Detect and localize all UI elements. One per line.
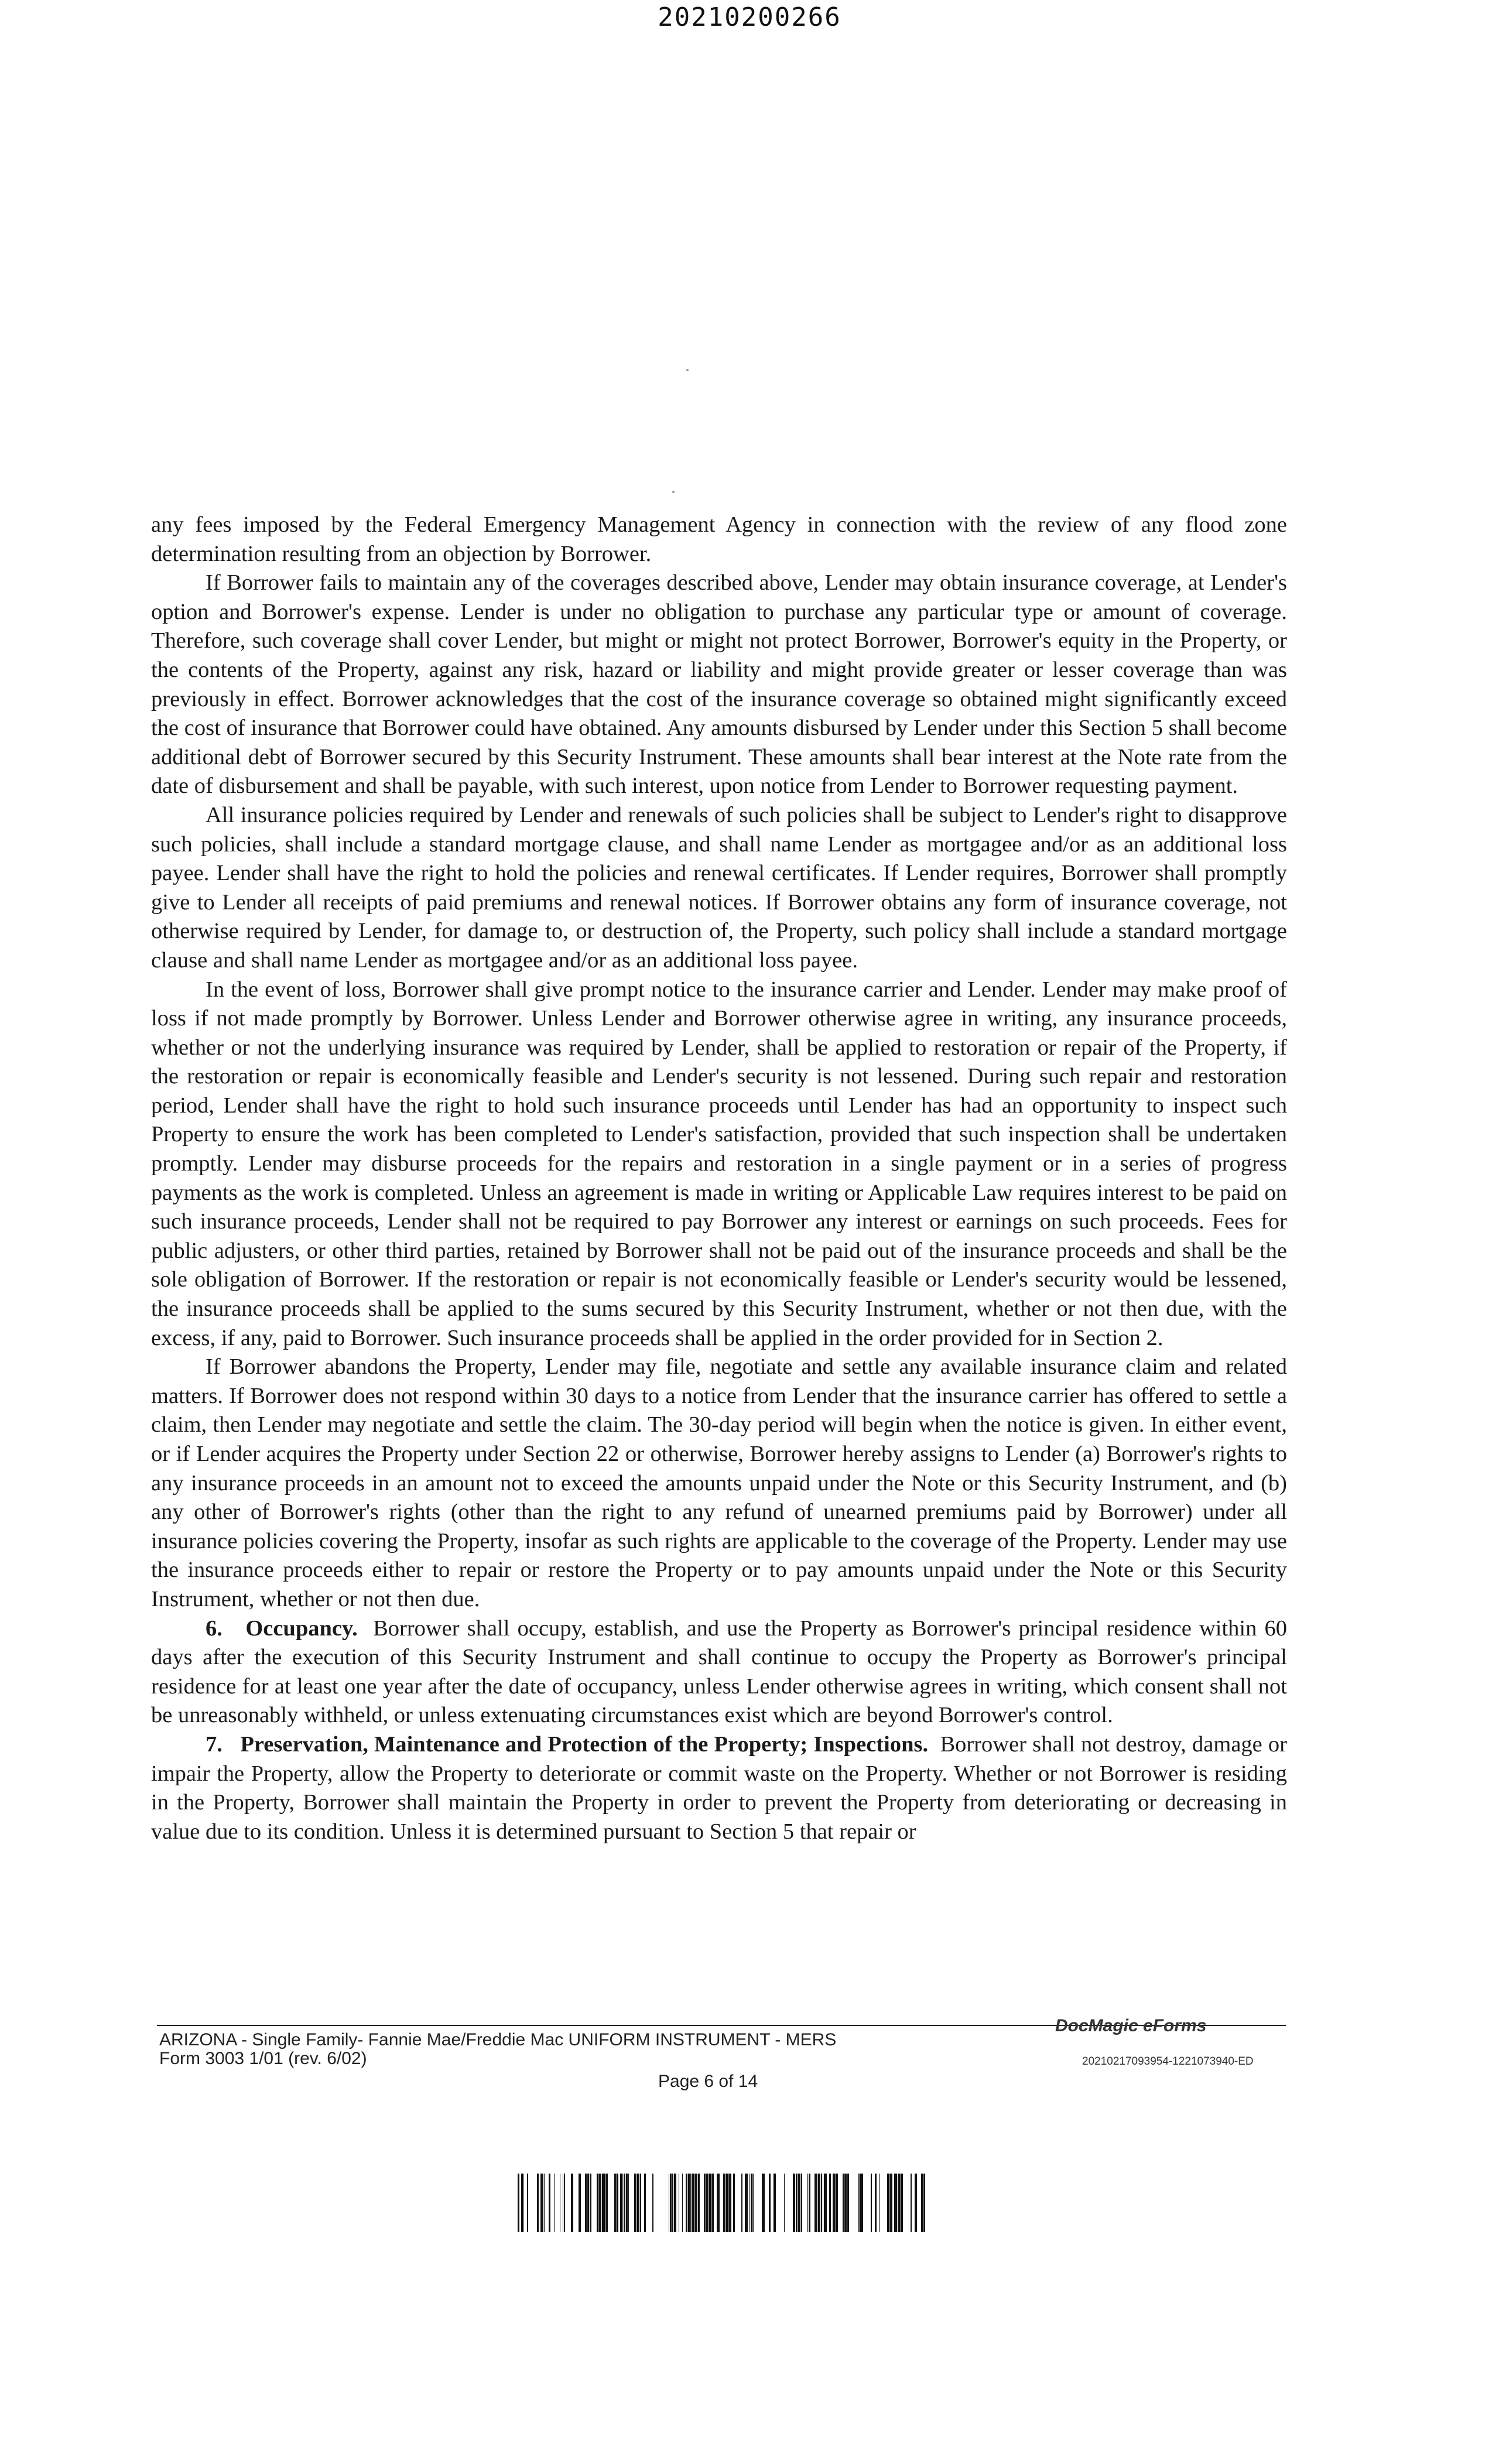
section-number: 7.: [206, 1731, 223, 1757]
footer-tracking-code: 20210217093954-1221073940-ED: [1082, 2055, 1254, 2068]
section-text: Borrower shall occupy, establish, and use the Property as Borrower's principal residence within 60 days after the execution of this Security Instrument and shall continue to occupy the Property as Borrower's principal residence for at least one year after the date of occupancy, unless Lender otherwise agrees in writing, which consent shall not be unreasonably withheld, or unless extenuating circumstances exist which are beyond Borrower's control.: [151, 1616, 1288, 1728]
footer-divider: [157, 2025, 1093, 2026]
paragraph-event-of-loss: In the event of loss, Borrower shall give prompt notice to the insurance carrier and Lender. Lender may make proof of loss if not made promptly by Borrower. Unless Lender and Borrower otherwise agree in writing, any insurance proceeds, whether or not the underlying insurance was required by Lender, shall be applied to restoration or repair of the Property, if the restoration or repair is economically feasible and Lender's security is not lessened. During such repair and restoration period, Lender shall have the right to hold such insurance proceeds until Lender has had an opportunity to inspect such Property to ensure the work has been completed to Lender's satisfaction, provided that such inspection shall be undertaken promptly. Lender may disburse proceeds for the repairs and restoration in a single payment or in a series of progress payments as the work is completed. Unless an agreement is made in writing or Applicable Law requires interest to be paid on such insurance proceeds, Lender shall not be required to pay Borrower any interest or earnings on such proceeds. Fees for public adjusters, or other third parties, retained by Borrower shall not be paid out of the insurance proceeds and shall be the sole obligation of Borrower. If the restoration or repair is not economically feasible or Lender's security would be lessened, the insurance proceeds shall be applied to the sums secured by this Security Instrument, whether or not then due, with the excess, if any, paid to Borrower. Such insurance proceeds shall be applied in the order provided for in Section 2.: [151, 977, 1287, 1350]
section-title: Preservation, Maintenance and Protection of the Property; Inspections.: [240, 1731, 929, 1757]
section-text: Borrower shall not destroy, damage or impair the Property, allow the Property to deteriorate or commit waste on the Property. Whether or not Borrower is residing in the Property, Borrower shall maintain the Property in order to prevent the Property from deteriorating or decreasing in value due to its condition. Unless it is determined pursuant to Section 5 that repair or: [151, 1731, 1287, 1844]
document-number: 20210200266: [658, 2, 841, 32]
paragraph-flood-fees: any fees imposed by the Federal Emergency Management Agency in connection with the review of any flood zone determination resulting from an objection by Borrower.: [151, 512, 1287, 566]
barcode-image: [518, 2174, 933, 2232]
scan-speck: [672, 491, 675, 493]
section-preservation: [151, 1730, 1287, 1846]
paragraph-abandonment: If Borrower abandons the Property, Lender may file, negotiate and settle any available insurance claim and related matters. If Borrower does not respond within 30 days to a notice from Lender that the insurance carrier has offered to settle a claim, then Lender may negotiate and settle the claim. The 30-day period will begin when the notice is given. In either event, or if Lender acquires the Property under Section 22 or otherwise, Borrower hereby assigns to Lender (a) Borrower's rights to any insurance proceeds in an amount not to exceed the amounts unpaid under the Note or this Security Instrument, and (b) any other of Borrower's rights (other than the right to any refund of unearned premiums paid by Borrower) under all insurance policies covering the Property, insofar as such rights are applicable to the coverage of the Property. Lender may use the insurance proceeds either to repair or restore the Property or to pay amounts unpaid under the Note or this Security Instrument, whether or not then due.: [151, 1354, 1287, 1611]
paragraph-insurance-policies: All insurance policies required by Lender and renewals of such policies shall be subject to Lender's right to disapprove such policies, shall include a standard mortgage clause, and shall name Lender as mortgagee and/or as an additional loss payee. Lender shall have the right to hold the policies and renewal certificates. If Lender requires, Borrower shall promptly give to Lender all receipts of paid premiums and renewal notices. If Borrower obtains any form of insurance coverage, not otherwise required by Lender, for damage to, or destruction of, the Property, such policy shall include a standard mortgage clause and shall name Lender as mortgagee and/or as an additional loss payee.: [151, 802, 1287, 973]
section-number: 6.: [206, 1616, 223, 1641]
paragraph-force-placed-coverage: If Borrower fails to maintain any of the coverages described above, Lender may obtain insurance coverage, at Lender's option and Borrower's expense. Lender is under no obligation to purchase any particular type or amount of coverage. Therefore, such coverage shall cover Lender, but might or might not protect Borrower, Borrower's equity in the Property, or the contents of the Property, against any risk, hazard or liability and might provide greater or lesser coverage than was previously in effect. Borrower acknowledges that the cost of the insurance coverage so obtained might significantly exceed the cost of insurance that Borrower could have obtained. Any amounts disbursed by Lender under this Section 5 shall become additional debt of Borrower secured by this Security Instrument. These amounts shall bear interest at the Note rate from the date of disbursement and shall be payable, with such interest, upon notice from Lender to Borrower requesting payment.: [151, 570, 1287, 799]
scan-speck: [686, 369, 689, 371]
footer-form-number: Form 3003 1/01 (rev. 6/02): [159, 2049, 367, 2068]
page-number: Page 6 of 14: [658, 2072, 758, 2091]
section-occupancy: [151, 1614, 1287, 1730]
footer-form-title: ARIZONA - Single Family- Fannie Mae/Freddie Mac UNIFORM INSTRUMENT - MERS: [159, 2030, 837, 2049]
footer-form-id: [159, 2031, 836, 2068]
document-body: [151, 511, 1287, 1846]
footer-brand: DocMagic eForms: [1055, 2016, 1207, 2035]
section-title: Occupancy.: [245, 1616, 358, 1641]
